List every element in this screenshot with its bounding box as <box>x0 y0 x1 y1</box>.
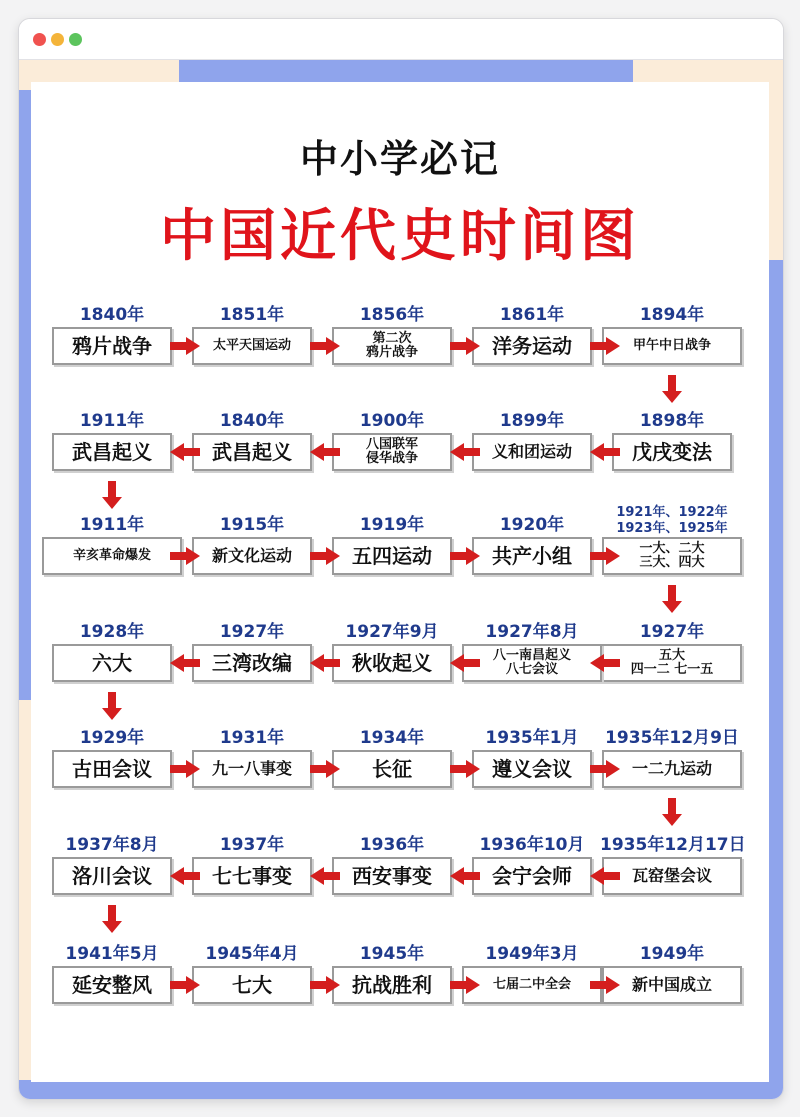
timeline-node <box>472 835 592 895</box>
timeline-node <box>612 505 732 575</box>
close-icon[interactable] <box>33 33 46 46</box>
event-year: 1919年 <box>359 515 425 535</box>
event-box: 甲午中日战争 <box>602 327 742 365</box>
event-year: 1911年 <box>79 411 145 431</box>
event-year: 1929年 <box>79 728 145 748</box>
event-box: 共产小组 <box>472 537 592 575</box>
event-year: 1936年10月 <box>479 835 585 855</box>
maximize-icon[interactable] <box>69 33 82 46</box>
event-year: 1900年 <box>359 411 425 431</box>
arrow-left-icon <box>310 867 340 885</box>
arrow-right-icon <box>450 337 480 355</box>
timeline-node <box>332 411 452 471</box>
event-year: 1945年 <box>359 944 425 964</box>
event-box: 九一八事变 <box>192 750 312 788</box>
event-box: 会宁会师 <box>472 857 592 895</box>
arrow-left-icon <box>590 867 620 885</box>
timeline-node <box>332 515 452 575</box>
arrow-down-icon <box>102 692 122 720</box>
event-box: 新中国成立 <box>602 966 742 1004</box>
event-year: 1898年 <box>639 411 705 431</box>
arrow-right-icon <box>450 760 480 778</box>
event-box: 延安整风 <box>52 966 172 1004</box>
arrow-left-icon <box>310 443 340 461</box>
event-year: 1911年 <box>79 515 145 535</box>
timeline-node <box>612 305 732 365</box>
event-year: 1945年4月 <box>205 944 299 964</box>
event-year: 1935年12月9日 <box>605 728 739 748</box>
timeline-node <box>52 515 172 575</box>
timeline-node <box>192 835 312 895</box>
timeline-node <box>192 411 312 471</box>
arrow-down-icon <box>102 481 122 509</box>
timeline-node <box>332 944 452 1004</box>
event-box: 瓦窑堡会议 <box>602 857 742 895</box>
arrow-right-icon <box>450 976 480 994</box>
arrow-left-icon <box>590 443 620 461</box>
timeline-node <box>472 944 592 1004</box>
event-year: 1928年 <box>79 622 145 642</box>
event-box: 秋收起义 <box>332 644 452 682</box>
page-title: 中国近代史时间图 <box>160 204 640 269</box>
timeline-node <box>192 944 312 1004</box>
event-box: 七大 <box>192 966 312 1004</box>
event-box: 六大 <box>52 644 172 682</box>
arrow-down-icon <box>102 905 122 933</box>
timeline-node <box>605 728 739 788</box>
arrow-left-icon <box>450 867 480 885</box>
timeline-node <box>332 622 452 682</box>
timeline-node <box>612 411 732 471</box>
event-box: 洋务运动 <box>472 327 592 365</box>
arrow-left-icon <box>170 443 200 461</box>
arrow-left-icon <box>590 654 620 672</box>
timeline-node <box>52 728 172 788</box>
decor-corner <box>19 700 31 1080</box>
event-box: 八一南昌起义 八七会议 <box>462 644 602 682</box>
arrow-down-icon <box>662 798 682 826</box>
event-box: 太平天国运动 <box>192 327 312 365</box>
arrow-right-icon <box>170 337 200 355</box>
arrow-left-icon <box>310 654 340 672</box>
event-year: 1931年 <box>219 728 285 748</box>
timeline-node <box>192 305 312 365</box>
timeline-node <box>472 728 592 788</box>
event-year: 1851年 <box>219 305 285 325</box>
event-box: 新文化运动 <box>192 537 312 575</box>
event-box: 武昌起义 <box>52 433 172 471</box>
event-box: 辛亥革命爆发 <box>42 537 182 575</box>
event-box: 七届二中全会 <box>462 966 602 1004</box>
event-year: 1894年 <box>639 305 705 325</box>
arrow-right-icon <box>170 760 200 778</box>
arrow-right-icon <box>310 760 340 778</box>
event-box: 西安事变 <box>332 857 452 895</box>
arrow-right-icon <box>590 976 620 994</box>
event-box: 一二九运动 <box>602 750 742 788</box>
event-year: 1935年1月 <box>485 728 579 748</box>
arrow-down-icon <box>662 585 682 613</box>
timeline-node <box>332 305 452 365</box>
event-box: 一大、二大 三大、四大 <box>602 537 742 575</box>
event-year: 1861年 <box>499 305 565 325</box>
event-box: 抗战胜利 <box>332 966 452 1004</box>
event-box: 三湾改编 <box>192 644 312 682</box>
arrow-right-icon <box>170 547 200 565</box>
arrow-right-icon <box>450 547 480 565</box>
event-year: 1840年 <box>219 411 285 431</box>
event-year: 1920年 <box>499 515 565 535</box>
event-box: 义和团运动 <box>472 433 592 471</box>
event-year: 1927年 <box>219 622 285 642</box>
timeline-node <box>192 728 312 788</box>
arrow-right-icon <box>310 976 340 994</box>
event-box: 鸦片战争 <box>52 327 172 365</box>
timeline-node <box>52 622 172 682</box>
timeline-node <box>612 622 732 682</box>
event-year: 1937年8月 <box>65 835 159 855</box>
event-box: 第二次 鸦片战争 <box>332 327 452 365</box>
event-year: 1927年9月 <box>345 622 439 642</box>
arrow-right-icon <box>590 760 620 778</box>
event-year: 1949年 <box>639 944 705 964</box>
window-titlebar <box>19 19 783 60</box>
event-box: 八国联军 侵华战争 <box>332 433 452 471</box>
arrow-right-icon <box>310 547 340 565</box>
timeline-node <box>192 515 312 575</box>
event-box: 长征 <box>332 750 452 788</box>
event-year: 1899年 <box>499 411 565 431</box>
page-subtitle: 中小学必记 <box>299 137 500 181</box>
event-year: 1927年8月 <box>485 622 579 642</box>
event-year: 1840年 <box>79 305 145 325</box>
timeline-node <box>472 305 592 365</box>
arrow-right-icon <box>590 547 620 565</box>
timeline-node <box>472 515 592 575</box>
timeline-node <box>192 622 312 682</box>
arrow-right-icon <box>310 337 340 355</box>
arrow-left-icon <box>170 654 200 672</box>
event-box: 遵义会议 <box>472 750 592 788</box>
timeline-node <box>52 305 172 365</box>
arrow-left-icon <box>450 443 480 461</box>
event-year: 1915年 <box>219 515 285 535</box>
event-year: 1949年3月 <box>485 944 579 964</box>
event-box: 戊戌变法 <box>612 433 732 471</box>
arrow-left-icon <box>170 867 200 885</box>
minimize-icon[interactable] <box>51 33 64 46</box>
timeline-node <box>52 411 172 471</box>
event-year: 1937年 <box>219 835 285 855</box>
event-box: 武昌起义 <box>192 433 312 471</box>
timeline-node <box>600 835 746 895</box>
arrow-right-icon <box>590 337 620 355</box>
arrow-left-icon <box>450 654 480 672</box>
timeline-node <box>612 944 732 1004</box>
timeline-node <box>332 728 452 788</box>
timeline-node <box>472 411 592 471</box>
timeline-node <box>52 835 172 895</box>
event-year: 1856年 <box>359 305 425 325</box>
event-year: 1927年 <box>639 622 705 642</box>
arrow-down-icon <box>662 375 682 403</box>
arrow-right-icon <box>170 976 200 994</box>
event-box: 五大 四一二 七一五 <box>602 644 742 682</box>
event-year: 1941年5月 <box>65 944 159 964</box>
event-box: 五四运动 <box>332 537 452 575</box>
event-year: 1936年 <box>359 835 425 855</box>
timeline-node <box>332 835 452 895</box>
event-year: 1921年、1922年 1923年、1925年 <box>616 505 728 536</box>
event-year: 1934年 <box>359 728 425 748</box>
event-box: 洛川会议 <box>52 857 172 895</box>
timeline-node <box>472 622 592 682</box>
timeline-node <box>52 944 172 1004</box>
event-year: 1935年12月17日 <box>600 835 746 855</box>
event-box: 古田会议 <box>52 750 172 788</box>
event-box: 七七事变 <box>192 857 312 895</box>
